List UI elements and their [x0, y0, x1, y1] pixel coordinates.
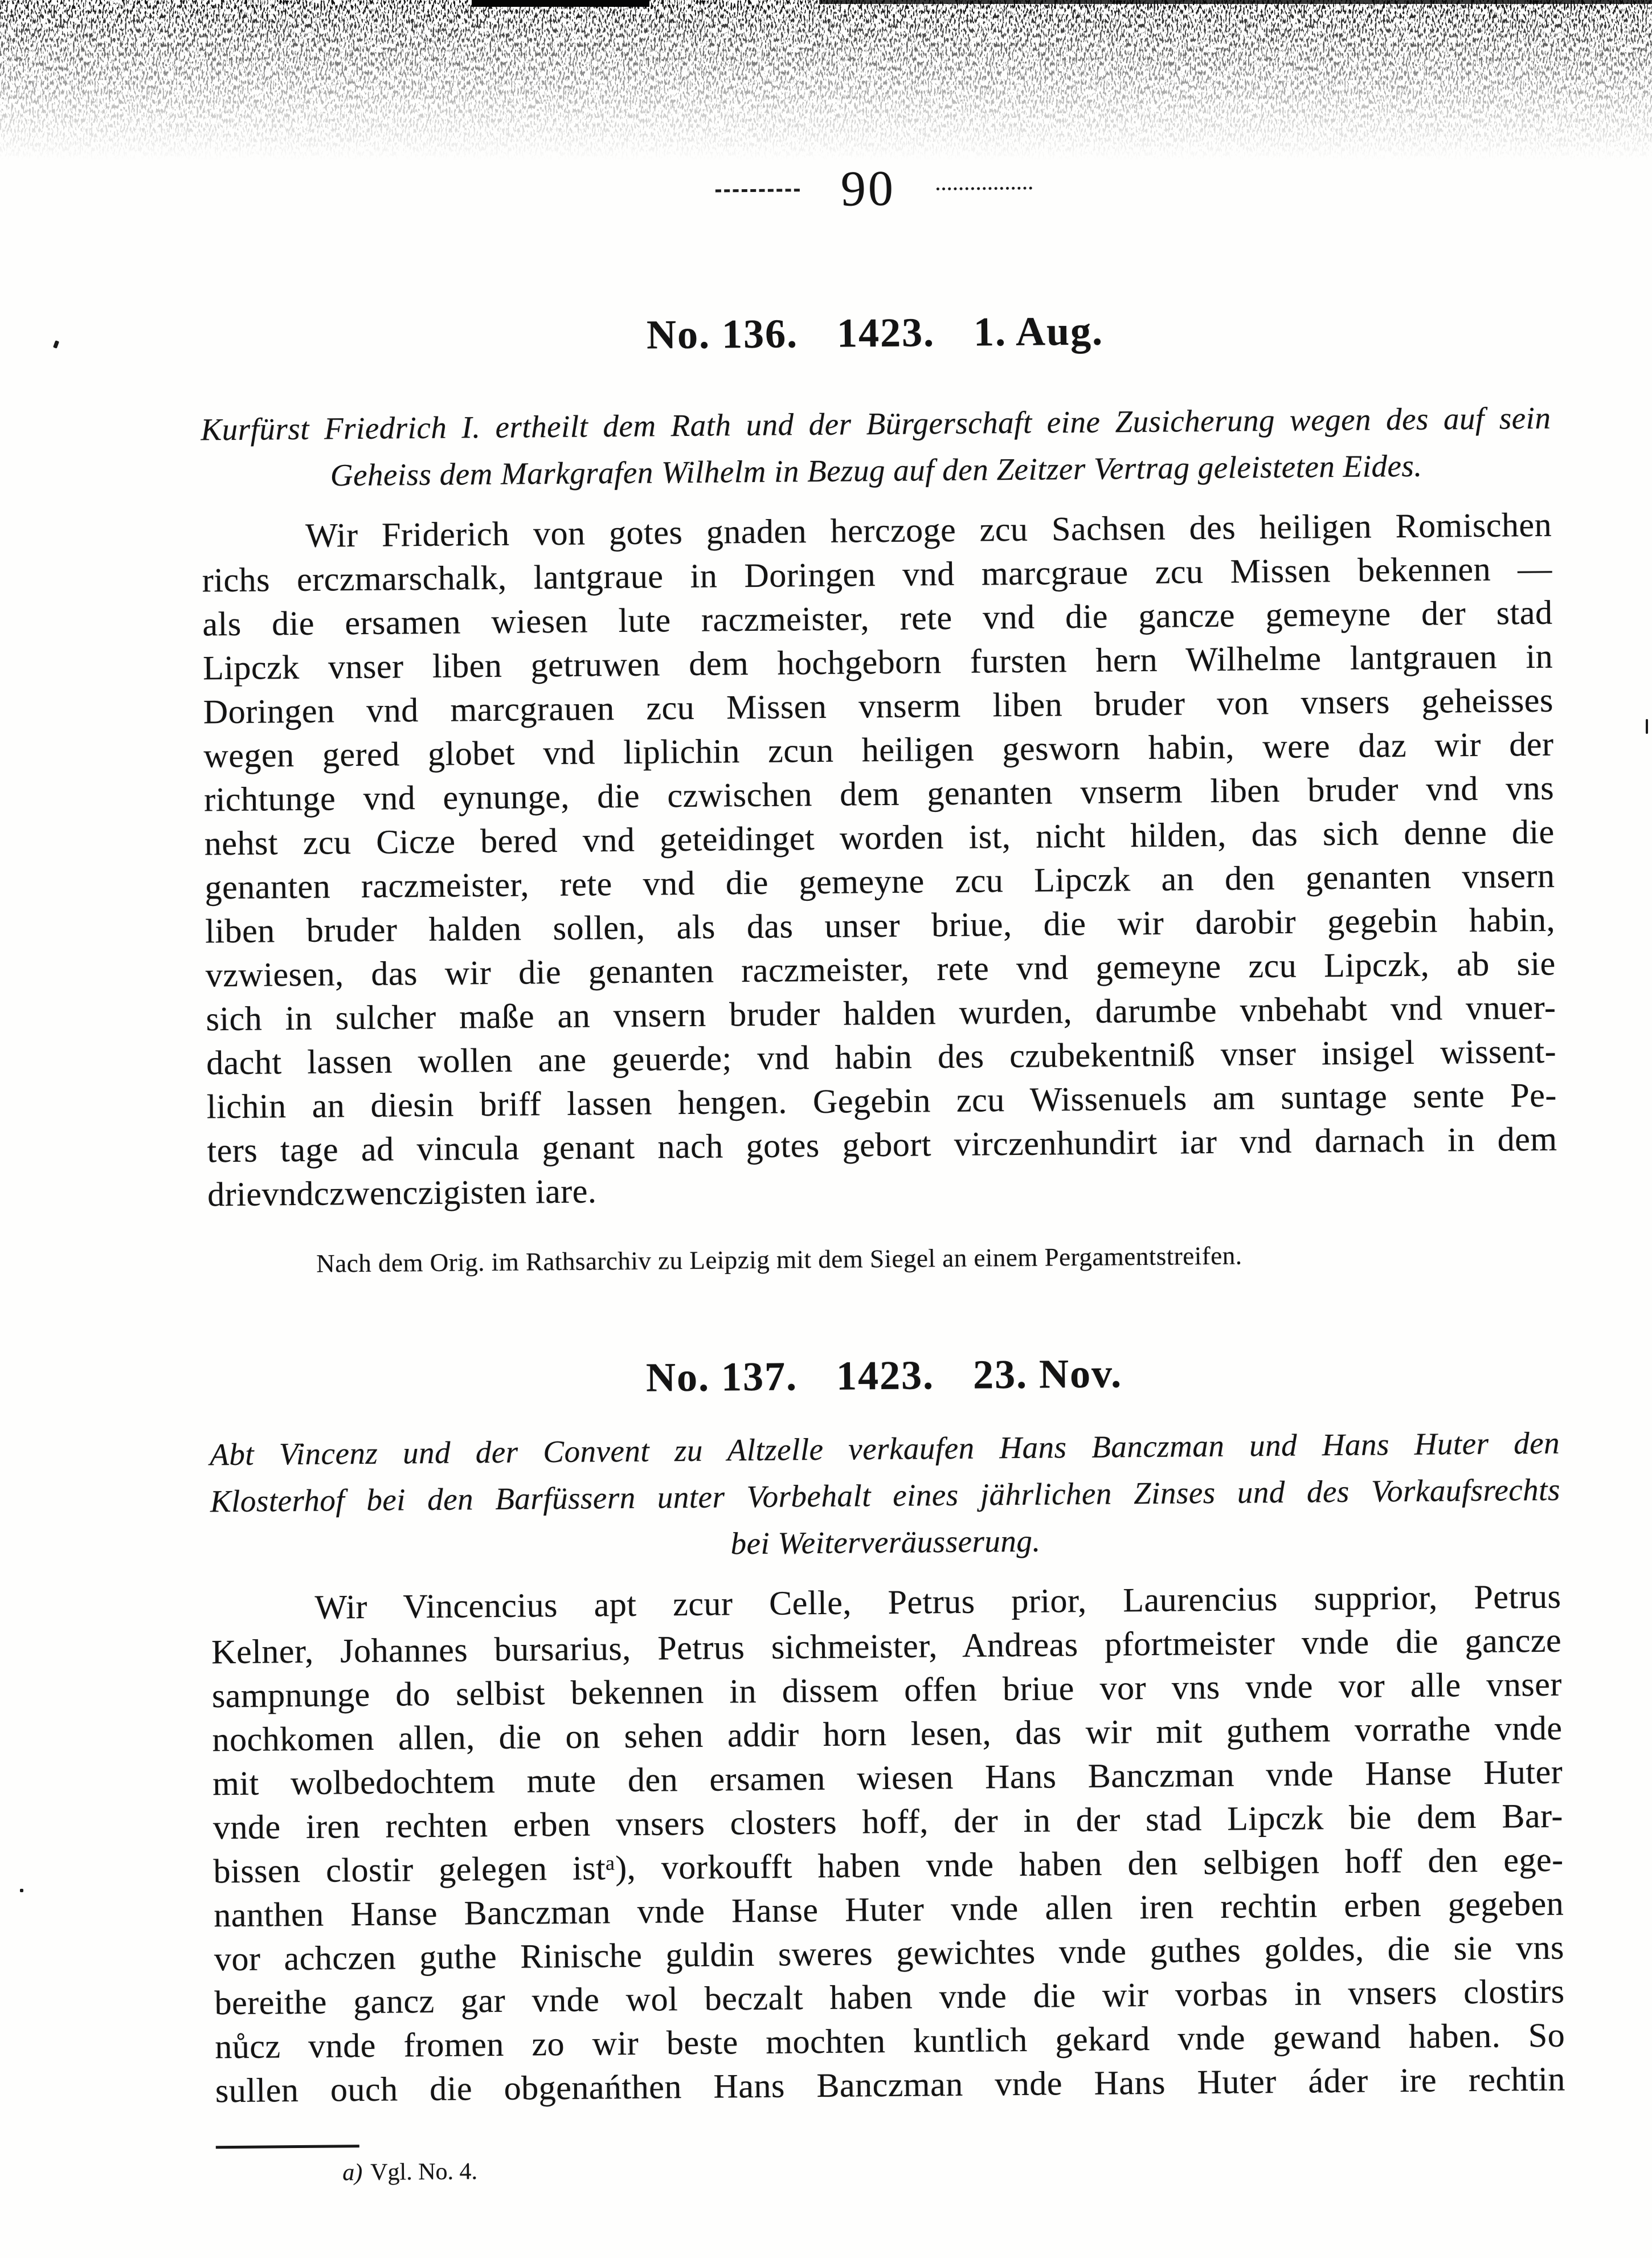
body-line: als die ersamen wiesen lute raczmeister, rete vnd die gancze gemeyne der stad [202, 593, 1553, 643]
footnote-rule [216, 2145, 359, 2149]
body-line: sampnunge do selbist bekennen in dissem offen briue vor vns vnde vor alle vnser [211, 1665, 1563, 1715]
heading-date: 1. Aug. [973, 308, 1104, 355]
body-line: Wir Friderich von gotes gnaden herczoge zcu Sachsen des heiligen Romischen [305, 505, 1552, 554]
heading-date: 23. Nov. [972, 1350, 1123, 1398]
summary-line: Kurfürst Friedrich I. ertheilt dem Rath und der Bürgerschaft eine Zusicherung wegen des auf sein [201, 400, 1551, 447]
body-line: vor achczen guthe Rinische guldin sweres gewichtes vnde guthes goldes, die sie vns [214, 1928, 1565, 1978]
body-line: drievndczwenczigisten iare. [207, 1172, 597, 1214]
scan-speck [53, 340, 59, 349]
body-text-136 [202, 503, 1558, 1217]
body-line: richtunge vnd eynunge, die czwischen dem genanten vnserm liben bruder vnd vns [203, 769, 1555, 819]
entry-heading-136 [200, 305, 1551, 362]
summary-136 [201, 395, 1551, 500]
text-column [197, 0, 1567, 2258]
summary-line: Klosterhof bei den Barfüssern unter Vorbehalt eines jährlichen Zinses und des Vorkaufsrechts [210, 1472, 1561, 1519]
footnote-marker: a) [342, 2159, 363, 2186]
footnote-text: Vgl. No. 4. [370, 2158, 478, 2186]
body-line: nanthen Hanse Banczman vnde Hanse Huter vnde allen iren rechtin erben gegeben [213, 1884, 1564, 1934]
heading-no: No. 137. [645, 1353, 798, 1400]
summary-line: Geheiss dem Markgrafen Wilhelm in Bezug auf den Zeitzer Vertrag geleisteten Eides. [330, 448, 1422, 493]
body-line: nochkomen allen, die on sehen addir horn lesen, das wir mit guthem vorrathe vnde [212, 1709, 1563, 1759]
heading-no: No. 136. [646, 311, 799, 358]
footnote [216, 2146, 1652, 2190]
body-line: Lipczk vnser liben getruwen dem hochgeborn fursten hern Wilhelme lantgrauen in [202, 637, 1553, 687]
body-line: Doringen vnd marcgrauen zcu Missen vnserm liben bruder von vnsers geheisses [203, 681, 1554, 731]
body-line: sullen ouch die obgenańthen Hans Banczman vnde Hans Huter áder ire rechtin [215, 2060, 1566, 2110]
body-line: lichin an diesin briff lassen hengen. Gegebin zcu Wissenuels am suntage sente Pe- [206, 1076, 1557, 1126]
body-line: richs erczmarschalk, lantgraue in Doringen vnd marcgraue zcu Missen bekennen — [202, 549, 1553, 599]
heading-year: 1423. [836, 1352, 935, 1399]
header-rule-left [715, 189, 800, 192]
entry-heading-137 [209, 1348, 1560, 1404]
body-line: nehst zcu Cicze bered vnd geteidinget worden ist, nicht hilden, das sich denne die [204, 812, 1555, 863]
summary-137 [210, 1420, 1561, 1572]
summary-line: Abt Vincenz und der Convent zu Altzelle verkaufen Hans Banczman und Hans Huter den [209, 1425, 1560, 1472]
body-line: vzwiesen, das wir die genanten raczmeister, rete vnd gemeyne zcu Lipczk, ab sie [205, 944, 1556, 994]
body-line: bissen clostir gelegen istᵃ), vorkoufft haben vnde haben den selbigen hoff den ege- [213, 1840, 1564, 1890]
body-line: ters tage ad vincula genant nach gotes gebort virczenhundirt iar vnd darnach in dem [207, 1120, 1557, 1170]
body-line: dacht lassen wollen ane geuerde; vnd habin des czubekentniß vnser insigel wissent- [206, 1032, 1557, 1082]
body-line: wegen gered globet vnd liplichin zcun heiligen gesworn habin, were daz wir der [203, 725, 1554, 775]
body-line: vnde iren rechten erben vnsers closters hoff, der in der stad Lipczk bie dem Bar- [212, 1796, 1564, 1847]
header-rule-right [937, 186, 1032, 190]
body-line: Wir Vincencius apt zcur Celle, Petrus prior, Laurencius supprior, Petrus [314, 1577, 1561, 1626]
body-line: sich in sulcher maße an vnsern bruder halden wurden, darumbe vnbehabt vnd vnuer- [206, 988, 1556, 1038]
body-line: liben bruder halden sollen, als das unser briue, die wir darobir gegebin habin, [205, 900, 1556, 950]
body-line: nůcz vnde fromen zo wir beste mochten kuntlich gekard vnde gewand haben. So [214, 2016, 1565, 2066]
scan-speck [1646, 719, 1648, 734]
body-line: bereithe gancz gar vnde wol beczalt haben vnde die wir vorbas in vnsers clostirs [214, 1972, 1565, 2022]
body-line: mit wolbedochtem mute den ersamen wiesen Hans Banczman vnde Hanse Huter [212, 1753, 1563, 1803]
summary-line: bei Weiterveräusserung. [730, 1523, 1041, 1561]
body-line: Kelner, Johannes bursarius, Petrus sichmeister, Andreas pfortmeister vnde die gancze [211, 1621, 1562, 1671]
source-note: Nach dem Orig. im Rathsarchiv zu Leipzig mit dem Siegel an einem Pergamentstreifen. [316, 1241, 1242, 1278]
body-text-137 [211, 1575, 1565, 2113]
page-number: 90 [840, 161, 896, 217]
page-header [199, 158, 1549, 221]
body-line: genanten raczmeister, rete vnd die gemeyne zcu Lipczk an den genanten vnsern [205, 856, 1555, 907]
heading-year: 1423. [836, 309, 935, 356]
scan-speck [20, 1889, 23, 1892]
